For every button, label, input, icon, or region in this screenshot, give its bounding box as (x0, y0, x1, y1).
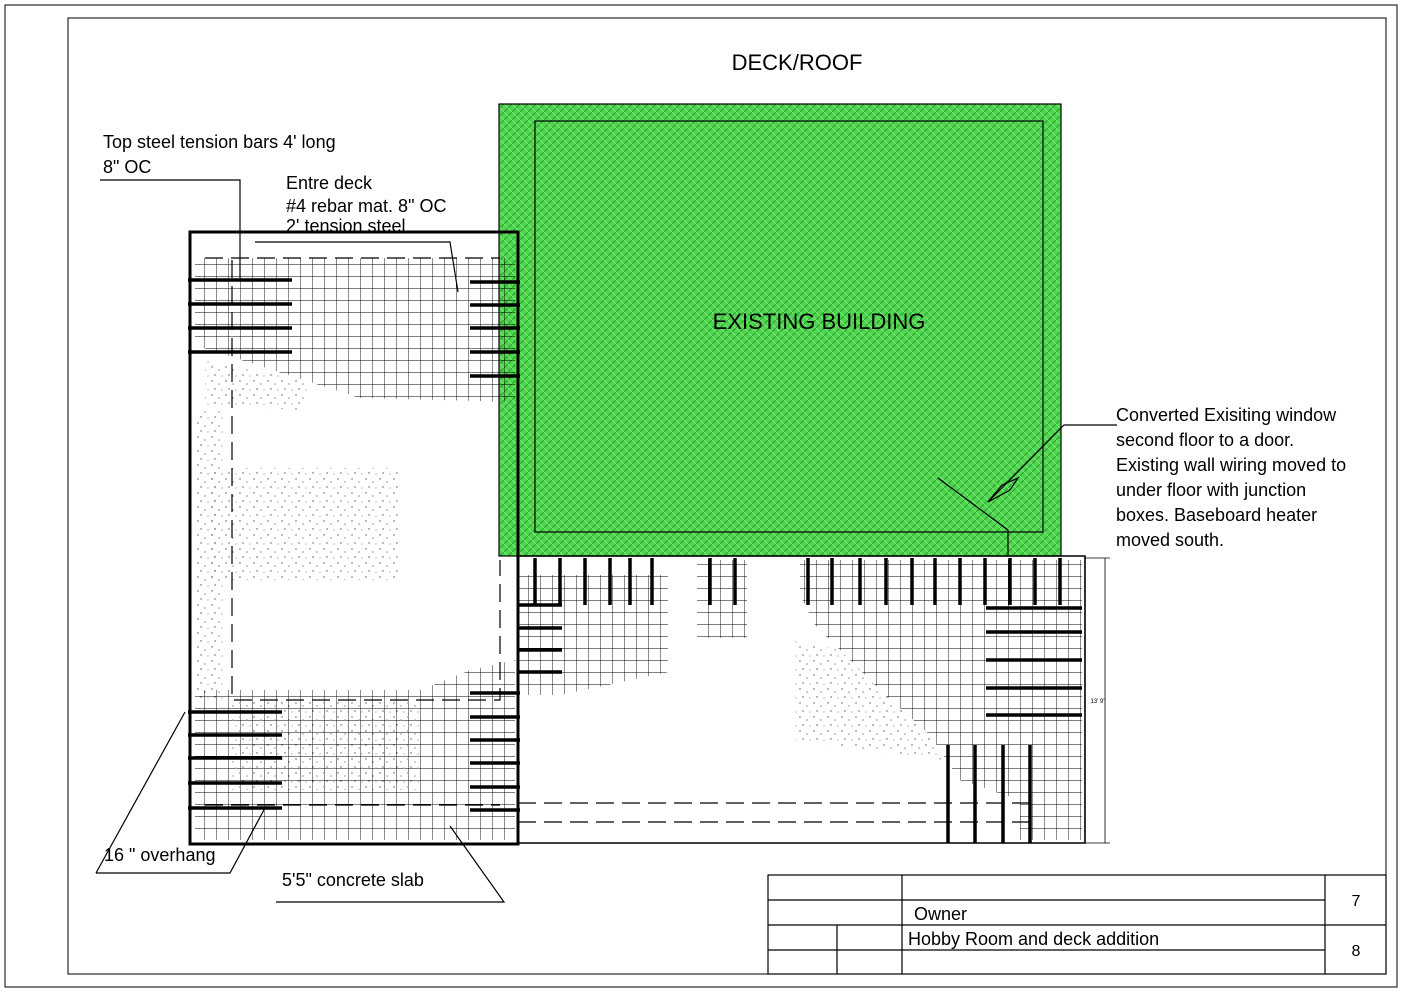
svg-text:moved south.: moved south. (1116, 530, 1225, 550)
svg-text:Converted Exisiting window: Converted Exisiting window (1116, 405, 1337, 425)
existing-building-label: EXISTING BUILDING (712, 309, 926, 334)
svg-text:2' tension steel: 2' tension steel (286, 216, 406, 236)
dimension-label: 13' 9" (1090, 699, 1106, 705)
svg-text:Top steel tension bars 4' long: Top steel tension bars 4' long (103, 132, 336, 152)
existing-building (499, 104, 1061, 556)
svg-text:Existing wall wiring moved to: Existing wall wiring moved to (1116, 455, 1347, 475)
note-overhang: 16 " overhang (104, 845, 216, 865)
svg-text:#4 rebar mat. 8" OC: #4 rebar mat. 8" OC (286, 196, 447, 216)
title-block (768, 875, 1386, 974)
right-deck (518, 556, 1110, 843)
sheet-number-top: 7 (1351, 893, 1361, 910)
note-slab: 5'5" concrete slab (282, 870, 424, 890)
note-converted-window (1116, 405, 1346, 550)
note-entire-deck (286, 173, 446, 236)
svg-text:boxes. Baseboard heater: boxes. Baseboard heater (1116, 505, 1318, 525)
svg-text:under floor with junction: under floor with junction (1116, 480, 1307, 500)
svg-text:second floor to a door.: second floor to a door. (1116, 430, 1295, 450)
left-deck (188, 232, 520, 844)
note-top-steel (103, 132, 336, 177)
owner-label: Owner (914, 904, 968, 924)
plan-title: DECK/ROOF (731, 50, 863, 75)
svg-text:8" OC: 8" OC (103, 157, 152, 177)
sheet-number-bottom: 8 (1351, 943, 1361, 960)
project-name: Hobby Room and deck addition (908, 929, 1160, 949)
svg-text:Entre deck: Entre deck (286, 173, 373, 193)
